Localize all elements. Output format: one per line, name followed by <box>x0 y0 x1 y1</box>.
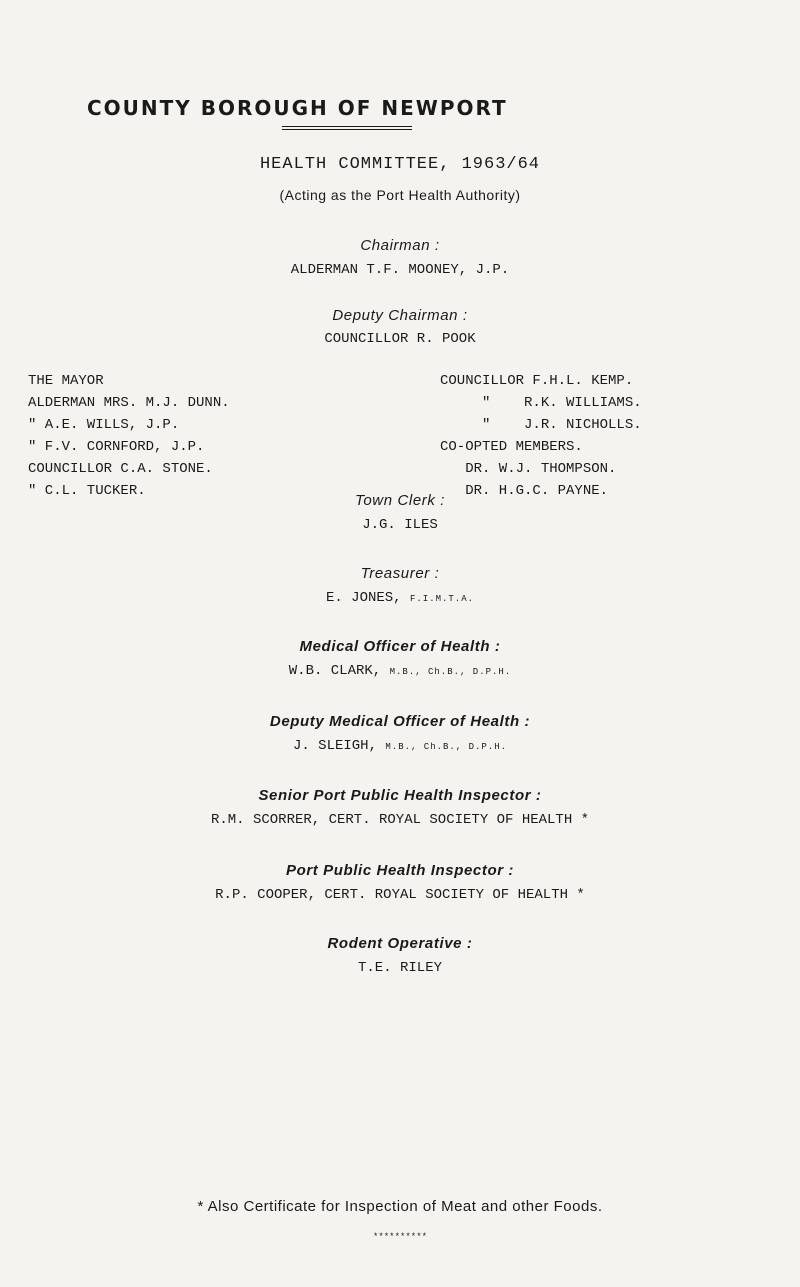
moh-role: Medical Officer of Health : <box>299 638 501 655</box>
member-entry: CO-OPTED MEMBERS. <box>440 439 583 455</box>
member-entry: COUNCILLOR F.H.L. KEMP. <box>440 373 634 389</box>
member-entry: ALDERMAN MRS. M.J. DUNN. <box>28 395 230 411</box>
moh-name: W.B. CLARK, <box>288 663 382 679</box>
star-divider: ********** <box>372 1232 427 1242</box>
deputy-moh-name: J. SLEIGH, <box>292 738 377 754</box>
member-entry: " A.E. WILLS, J.P. <box>28 417 180 433</box>
members-right-column <box>440 370 642 502</box>
moh-qualification: M.B., Ch.B., D.P.H. <box>389 667 512 677</box>
inspector-name: R.P. COOPER, CERT. ROYAL SOCIETY OF HEALTH * <box>215 887 585 903</box>
title-underline <box>282 126 412 127</box>
rodent-operative-role: Rodent Operative : <box>327 935 473 952</box>
members-left-column <box>28 370 230 502</box>
member-entry: " R.K. WILLIAMS. <box>440 395 642 411</box>
deputy-moh-line <box>0 738 800 754</box>
senior-inspector-role: Senior Port Public Health Inspector : <box>258 787 542 804</box>
document-title: COUNTY BOROUGH OF NEWPORT <box>87 96 508 120</box>
deputy-moh-role: Deputy Medical Officer of Health : <box>269 713 531 730</box>
rodent-operative-name: T.E. RILEY <box>357 960 442 976</box>
treasurer-name: E. JONES, <box>325 590 402 606</box>
committee-note: (Acting as the Port Health Authority) <box>279 187 521 203</box>
town-clerk-name: J.G. ILES <box>362 517 438 533</box>
deputy-moh-qualification: M.B., Ch.B., D.P.H. <box>385 742 508 752</box>
member-entry: DR. W.J. THOMPSON. <box>440 461 617 477</box>
chairman-role: Chairman : <box>360 237 440 254</box>
deputy-chairman-role: Deputy Chairman : <box>332 307 468 324</box>
committee-title: HEALTH COMMITTEE, 1963/64 <box>259 155 541 174</box>
inspector-role: Port Public Health Inspector : <box>285 862 515 879</box>
treasurer-qualification: F.I.M.T.A. <box>410 594 475 604</box>
deputy-chairman-name: COUNCILLOR R. POOK <box>324 331 476 347</box>
moh-line <box>0 663 800 679</box>
member-entry: " J.R. NICHOLLS. <box>440 417 642 433</box>
member-entry: " C.L. TUCKER. <box>28 483 146 499</box>
town-clerk-role: Town Clerk : <box>354 492 445 509</box>
footnote: * Also Certificate for Inspection of Meat and other Foods. <box>197 1198 603 1215</box>
treasurer-line <box>0 590 800 606</box>
treasurer-role: Treasurer : <box>360 565 440 582</box>
member-entry: THE MAYOR <box>28 373 104 389</box>
member-entry: COUNCILLOR C.A. STONE. <box>28 461 213 477</box>
chairman-name: ALDERMAN T.F. MOONEY, J.P. <box>290 262 510 278</box>
member-entry: DR. H.G.C. PAYNE. <box>440 483 609 499</box>
title-underline-second <box>282 129 412 130</box>
member-entry: " F.V. CORNFORD, J.P. <box>28 439 205 455</box>
senior-inspector-name: R.M. SCORRER, CERT. ROYAL SOCIETY OF HEALTH * <box>210 812 590 828</box>
